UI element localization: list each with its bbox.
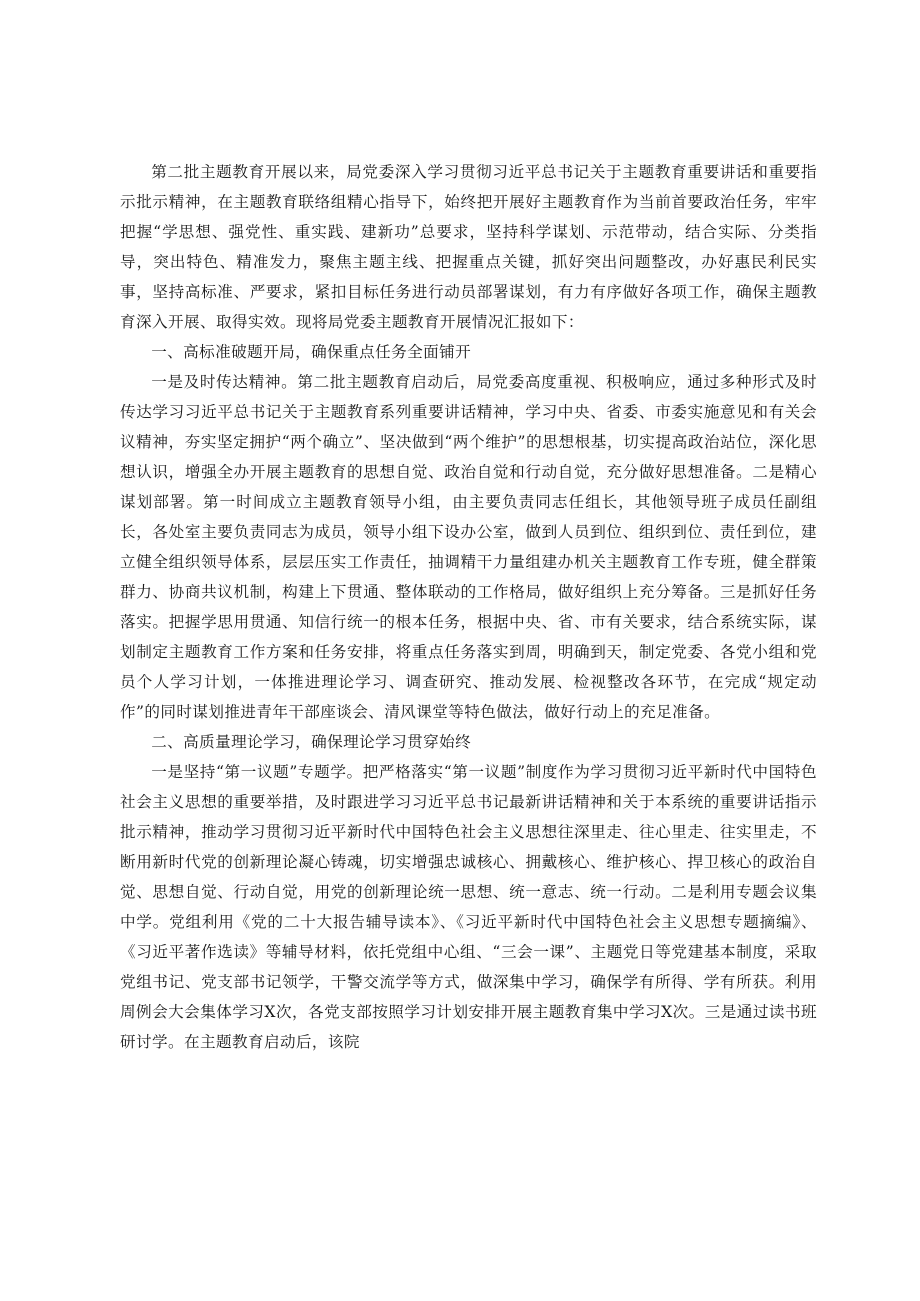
document-body [120,157,817,1057]
section-2-paragraph: 一是坚持“第一议题”专题学。把严格落实“第一议题”制度作为学习贯彻习近平新时代中国特色社会主义思想的重要举措，及时跟进学习习近平总书记最新讲话精神和关于本系统的重要讲话指示批示精神，推动学习贯彻习近平新时代中国特色社会主义思想往深里走、往心里走、往实里走，不断用新时代党的创新理论凝心铸魂，切实增强忠诚核心、拥戴核心、维护核心、捍卫核心的政治自觉、思想自觉、行动自觉，用党的创新理论统一思想、统一意志、统一行动。二是利用专题会议集中学。党组利用《党的二十大报告辅导读本》、《习近平新时代中国特色社会主义思想专题摘编》、《习近平著作选读》等辅导材料，依托党组中心组、“三会一课”、主题党日等党建基本制度，采取党组书记、党支部书记领学，干警交流学等方式，做深集中学习，确保学有所得、学有所获。利用周例会大会集体学习X次，各党支部按照学习计划安排开展主题教育集中学习X次。三是通过读书班研讨学。在主题教育启动后，该院 [120,763,817,1051]
intro-paragraph: 第二批主题教育开展以来，局党委深入学习贯彻习近平总书记关于主题教育重要讲话和重要指示批示精神，在主题教育联络组精心指导下，始终把开展好主题教育作为当前首要政治任务，牢牢把握“学思想、强党性、重实践、建新功”总要求，坚持科学谋划、示范带动，结合实际、分类指导，突出特色、精准发力，聚焦主题主线、把握重点关键，抓好突出问题整改，办好惠民利民实事，坚持高标准、严要求，紧扣目标任务进行动员部署谋划，有力有序做好各项工作，确保主题教育深入开展、取得实效。现将局党委主题教育开展情况汇报如下： [120,163,817,331]
section-heading-1: 一、高标准破题开局，确保重点任务全面铺开 [151,343,472,361]
section-1-paragraph: 一是及时传达精神。第二批主题教育启动后，局党委高度重视、积极响应，通过多种形式及时传达学习习近平总书记关于主题教育系列重要讲话精神，学习中央、省委、市委实施意见和有关会议精神，夯实坚定拥护“两个确立”、坚决做到“两个维护”的思想根基，切实提高政治站位，深化思想认识，增强全办开展主题教育的思想自觉、政治自觉和行动自觉，充分做好思想准备。二是精心谋划部署。第一时间成立主题教育领导小组，由主要负责同志任组长，其他领导班子成员任副组长，各处室主要负责同志为成员，领导小组下设办公室，做到人员到位、组织到位、责任到位，建立健全组织领导体系，层层压实工作责任，抽调精干力量组建办机关主题教育工作专班，健全群策群力、协商共议机制，构建上下贯通、整体联动的工作格局，做好组织上充分筹备。三是抓好任务落实。把握学思用贯通、知信行统一的根本任务，根据中央、省、市有关要求，结合系统实际，谋划制定主题教育工作方案和任务安排，将重点任务落实到周，明确到天，制定党委、各党小组和党员个人学习计划，一体推进理论学习、调查研究、推动发展、检视整改各环节，在完成“规定动作”的同时谋划推进青年干部座谈会、清风课堂等特色做法，做好行动上的充足准备。 [120,373,817,721]
section-heading-2: 二、高质量理论学习，确保理论学习贯穿始终 [151,733,472,751]
